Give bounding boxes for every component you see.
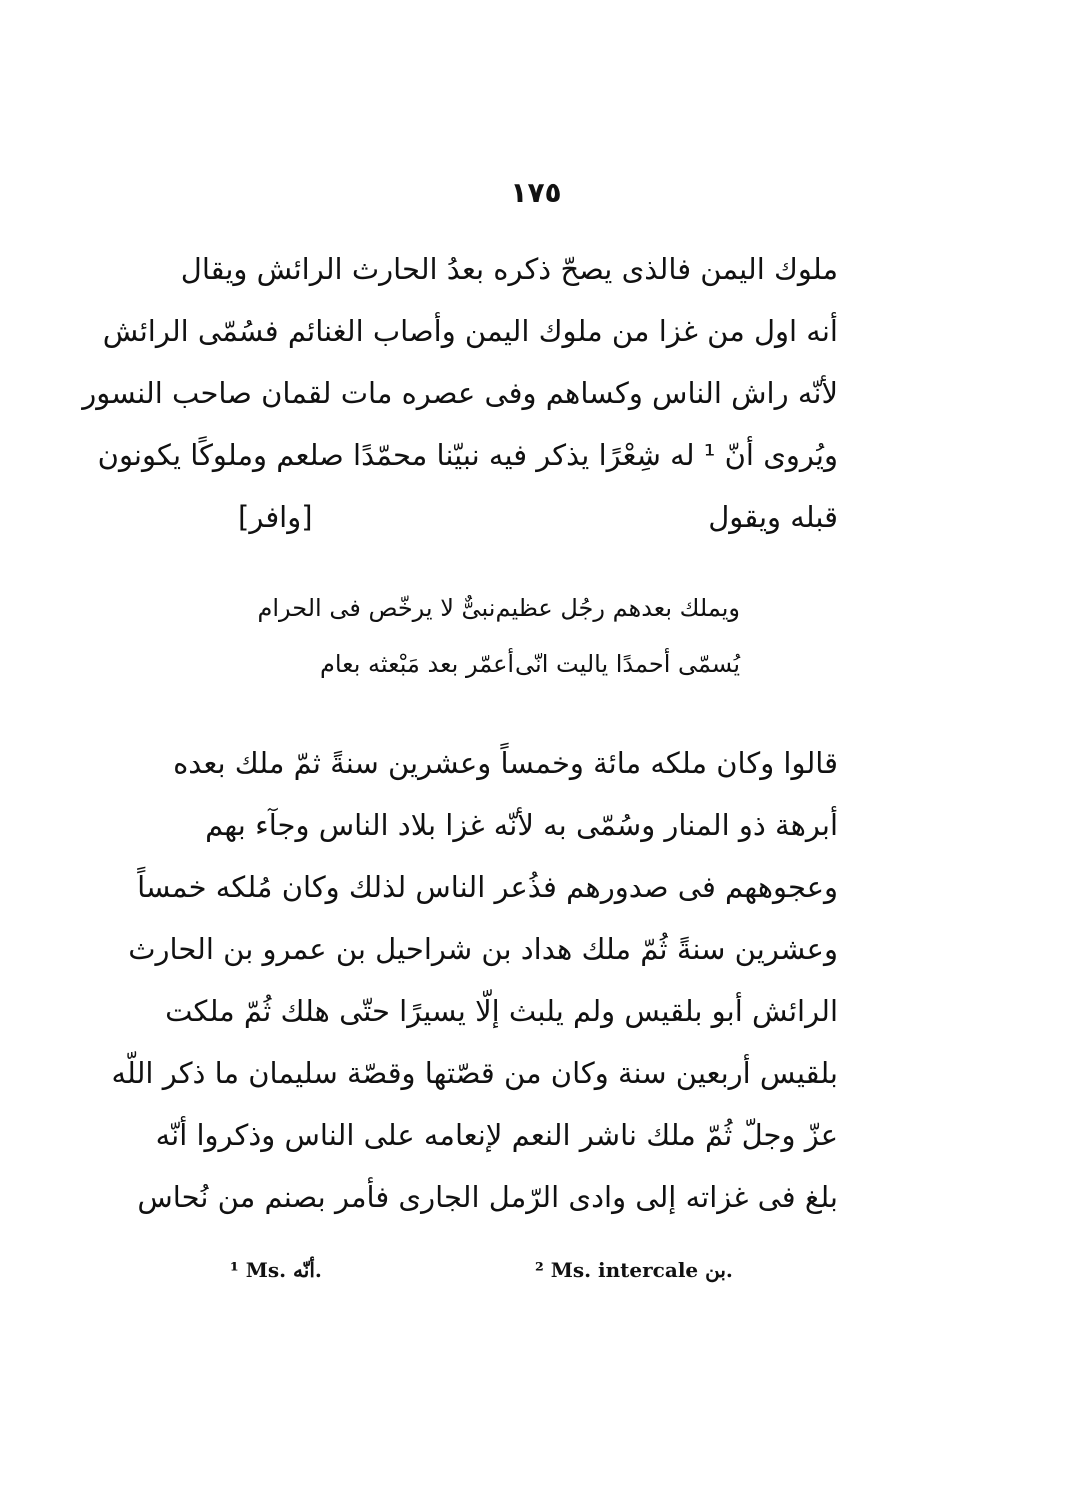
text-line: بلغ فى غزاته إلى وادى الرّمل الجارى فأمر بصنم من نُحاس [137,1180,838,1214]
text-line: وعشرين سنةً ثُمّ ملك هداد بن شراحيل بن عمرو بن الحارث [128,932,838,966]
text-line-last [238,486,838,548]
text-line: الرائش أبو بلقيس ولم يلبث إلّا يسيرًا حتّى هلك ثُمّ ملكت [165,994,838,1028]
footnote-1: ¹ Ms. أنّه. [230,1258,322,1282]
verse-hemistich-first: يُسمّى أحمدًا ياليت انّى [515,650,740,678]
text-line: لأنّه راش الناس وكساهم وفى عصره مات لقمان صاحب النسور [82,376,838,410]
text-line: قالوا وكان ملكه مائة وخمساً وعشرين سنةً ثمّ ملك بعده [173,746,838,780]
footnotes [230,1258,733,1288]
text-line: وعجوههم فى صدورهم فذُعر الناس لذلك وكان مُلكه خمساً [137,870,838,904]
verse-hemistich-first: ويملك بعدهم رجُل عظيم [495,594,740,622]
text-line: ملوك اليمن فالذى يصحّ ذكره بعدُ الحارث الرائش ويقال [180,252,838,286]
text-line: بلقيس أربعين سنة وكان من قصّتها وقصّة سليمان ما ذكر اللّه [111,1056,838,1090]
verse-line [320,636,740,692]
paragraph-2 [111,732,838,1228]
text-line: عزّ وجلّ ثُمّ ملك ناشر النعم لإنعامه على الناس وذكروا أنّه [155,1118,838,1152]
text-line: أنه اول من غزا من ملوك اليمن وأصاب الغنائم فسُمّى الرائش [102,314,838,348]
verse-line [257,580,740,636]
verse-hemistich-second: نبىٌّ لا يرخّص فى الحرام [257,594,496,622]
verse-block [257,580,740,692]
page-number: ١٧٥ [510,176,562,209]
text-line-end: قبله ويقول [708,500,838,534]
footnote-2: ² Ms. intercale بن. [535,1258,733,1282]
paragraph-1 [82,238,838,548]
meter-label: [وافر] [238,500,313,534]
text-line: أبرهة ذو المنار وسُمّى به لأنّه غزا بلاد الناس وجآء بهم [205,808,838,842]
verse-hemistich-second: أعمّر بعد مَبْعثه بعام [320,650,515,678]
text-line: ويُروى أنّ ¹ له شِعْرًا يذكر فيه نبيّنا محمّدًا صلعم وملوكًا يكونون [97,438,838,472]
